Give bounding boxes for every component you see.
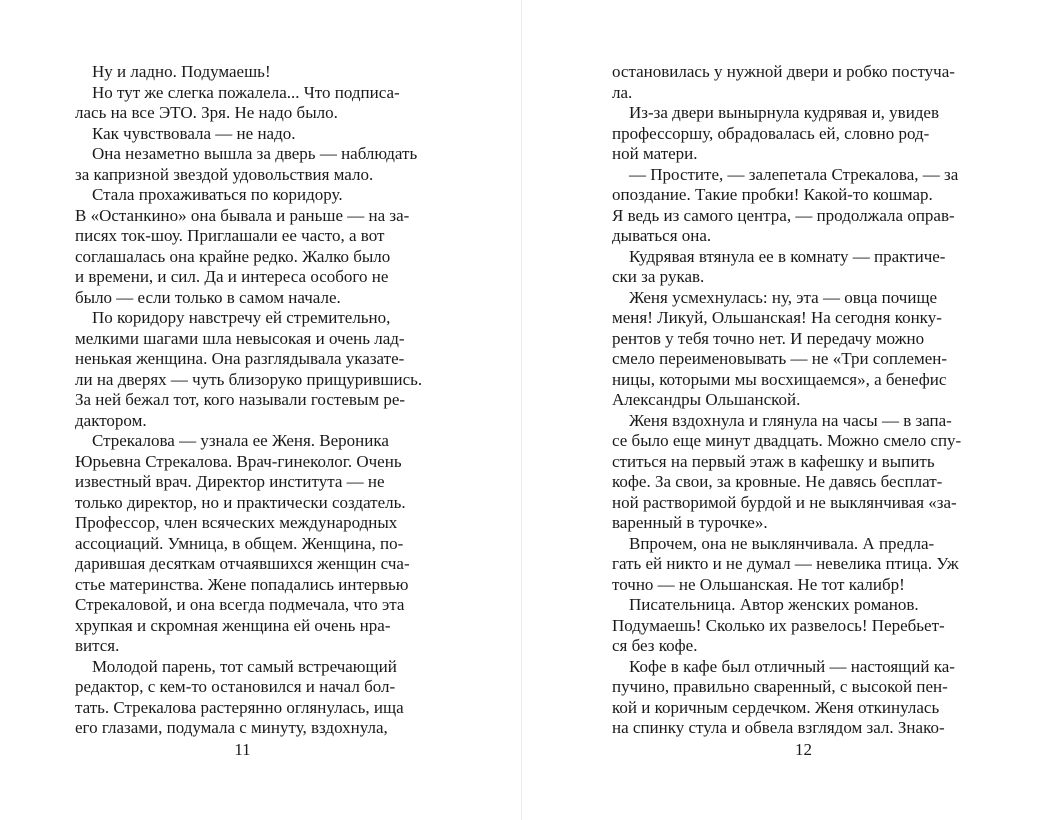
text-line: мелкими шагами шла невысокая и очень лад- [75,328,405,348]
text-line: хрупкая и скромная женщина ей очень нра- [75,615,391,635]
text-line: Профессор, член всяческих международных [75,513,398,532]
text-line: пучино, правильно сваренный, с высокой пен- [612,677,948,696]
text-line: Я ведь из самого центра, — продолжала оправ- [612,205,955,225]
text-line: се было еще минут двадцать. Можно смело спу- [612,431,962,450]
text-line: Она незаметно вышла за дверь — наблюдать [75,144,418,163]
text-line: профессоршу, обрадовалась ей, словно род- [612,123,930,143]
text-line: стье материнства. Жене попадались интервью [75,574,409,594]
text-line: За ней бежал тот, кого называли гостевым ре- [75,390,406,409]
right-page-text [612,62,969,739]
text-line: Кофе в кафе был отличный — настоящий ка- [612,656,955,676]
text-line: Подумаешь! Сколько их развелось! Перебьет- [612,615,945,635]
text-line: дактором. [75,410,147,430]
text-line: ненькая женщина. Она разглядывала указате- [75,349,405,368]
text-line: — Простите, — залепетала Стрекалова, — за [612,164,959,184]
text-line: Ну и ладно. Подумаешь! [75,62,271,81]
text-line: варенный в турочке». [612,513,768,532]
text-line: дываться она. [612,226,712,245]
text-line: писях ток-шоу. Приглашали ее часто, а вот [75,226,385,245]
right-page-number: 12 [795,740,812,759]
text-line: его глазами, подумала с минуту, вздохнула, [75,718,388,737]
text-line: Впрочем, она не выклянчивала. А предла- [612,533,935,553]
text-line: Юрьевна Стрекалова. Врач-гинеколог. Очень [75,451,402,471]
text-line: ли на дверях — чуть близоруко прищурившись. [75,369,423,389]
text-line: дарившая десяткам отчаявшихся женщин сча- [75,554,410,573]
text-line: кофе. За свои, за кровные. Не давясь бесплат- [612,472,943,491]
text-line: гать ей никто и не думал — невелика птица. Уж [612,554,959,573]
text-line: ной матери. [612,144,698,163]
right-page [525,0,1050,820]
text-line: По коридору навстречу ей стремительно, [75,308,391,327]
text-line: редактор, с кем-то остановился и начал бол- [75,677,396,696]
text-line: В «Останкино» она бывала и раньше — на за- [75,205,410,225]
text-line: Молодой парень, тот самый встречающий [75,656,397,676]
text-line: остановилась у нужной двери и робко постуча- [612,62,955,81]
text-line: ассоциаций. Умница, в общем. Женщина, по- [75,533,404,553]
text-line: меня! Ликуй, Ольшанская! На сегодня конку- [612,308,942,327]
text-line: кой и коричным сердечком. Женя откинулась [612,697,940,717]
text-line: Женя вздохнула и глянула на часы — в запа- [612,410,952,430]
text-line: опоздание. Такие пробки! Какой-то кошмар. [612,185,933,204]
text-line: Стала прохаживаться по коридору. [75,185,343,204]
text-line: тать. Стрекалова растерянно оглянулась, ища [75,697,404,717]
text-line: Кудрявая втянула ее в комнату — практиче- [612,246,946,266]
text-line: Стрекаловой, и она всегда подмечала, что эта [75,595,405,614]
left-page-text [75,62,432,739]
text-line: рентов у тебя точно нет. И передачу можно [612,328,925,348]
text-line: на спинку стула и обвела взглядом зал. Знако- [612,718,945,737]
text-line: за капризной звездой удовольствия мало. [75,164,374,184]
text-line: Александры Ольшанской. [612,390,801,409]
text-line: ла. [612,82,633,102]
text-line: точно — не Ольшанская. Не тот калибр! [612,574,905,594]
text-line: известный врач. Директор института — не [75,472,385,491]
text-line: Женя усмехнулась: ну, эта — овца почище [612,287,938,307]
text-line: смело переименовывать — не «Три соплемен- [612,349,948,368]
text-line: Но тут же слегка пожалела... Что подписа- [75,82,400,102]
text-line: было — если только в самом начале. [75,287,341,307]
text-line: и времени, и сил. Да и интереса особого не [75,267,389,286]
text-line: ной растворимой бурдой и не выклянчивая «за- [612,492,957,512]
text-line: Как чувствовала — не надо. [75,123,296,143]
text-line: ся без кофе. [612,636,698,655]
text-line: ститься на первый этаж в кафешку и выпить [612,451,935,471]
text-line: Стрекалова — узнала ее Женя. Вероника [75,431,389,450]
text-line: соглашалась она крайне редко. Жалко было [75,246,391,266]
left-page-number: 11 [234,740,251,759]
text-line: ски за рукав. [612,267,705,286]
gutter-divider [521,0,522,820]
text-line: Из-за двери вынырнула кудрявая и, увидев [612,103,940,122]
text-line: вится. [75,636,120,655]
text-line: Писательница. Автор женских романов. [612,595,919,614]
text-line: лась на все ЭТО. Зря. Не надо было. [75,103,338,122]
text-line: только директор, но и практически создатель. [75,492,406,512]
text-line: ницы, которыми мы восхищаемся», а бенефис [612,369,947,389]
